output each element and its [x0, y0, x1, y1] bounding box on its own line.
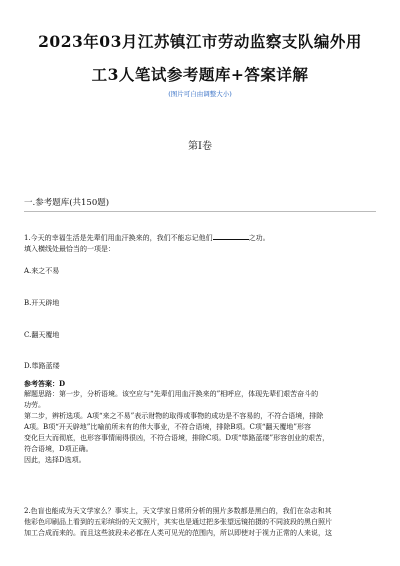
question-1-stem — [24, 232, 376, 244]
analysis-line: 第二步，辨析选项。A项“来之不易”表示财物的取得或事物的成功是不容易的，不符合语境，排除 — [24, 412, 324, 420]
analysis-line: 解题思路：第一步，分析语境。该空应与“先辈们用血汗换来的”相呼应，体现先辈们艰苦奋斗的 — [24, 390, 319, 398]
question-2-line: 2.色盲也能成为天文学家么？事实上，天文学家日常所分析的照片多数都是黑白的，我们在杂志和其 — [24, 507, 332, 515]
option-b: B.开天辟地 — [24, 299, 60, 307]
question-2-line: 他彩色印刷品上看到的五彩缤纷的天文照片，其实也是通过把多张望远镜拍摄的不同波段的黑白照片 — [24, 518, 332, 526]
document-title-line-2: 工3人笔试参考题库+答案详解 — [91, 65, 309, 84]
option-d: D.筚路蓝缕 — [24, 362, 60, 370]
analysis-line: 功劳。 — [24, 401, 45, 409]
section-title: 一.参考题库(共150题) — [24, 198, 110, 208]
analysis-line: 符合语境，D项正确。 — [24, 445, 93, 453]
answer-block — [24, 378, 376, 466]
question-1 — [24, 232, 376, 255]
image-resize-note: (图片可自由调整大小) — [168, 90, 232, 98]
section-divider — [24, 211, 376, 212]
analysis-line: 因此，选择D选项。 — [24, 456, 86, 464]
option-a: A.来之不易 — [24, 267, 60, 275]
analysis-line: A项。B项“开天辟地”比喻前所未有的伟大事业，不符合语境，排除B项。C项“翻天覆地”形容 — [24, 423, 312, 431]
question-1-instruction: 填入横线处最恰当的一项是： — [24, 245, 115, 253]
answer-label: 参考答案：D — [24, 379, 66, 388]
question-2-line: 加工合成而来的。而且这些波段未必都在人类可见光的范围内，所以即使对于视力正常的人来说，这 — [24, 529, 332, 537]
document-title-line-1: 2023年03月江苏镇江市劳动监察支队编外用 — [38, 32, 362, 51]
volume-label: 第I卷 — [188, 141, 212, 152]
fill-blank — [213, 232, 249, 240]
question-1-stem-text: 1.今天的幸福生活是先辈们用血汗换来的，我们不能忘记他们 — [24, 234, 213, 242]
option-c: C.翻天覆地 — [24, 331, 60, 339]
question-1-stem-suffix: 之功。 — [248, 234, 270, 242]
analysis-line: 变化巨大而彻底，也形容事情闹得很凶，不符合语境，排除C项。D项“筚路蓝缕”形容创业的艰苦， — [24, 434, 330, 442]
question-2 — [24, 506, 376, 539]
